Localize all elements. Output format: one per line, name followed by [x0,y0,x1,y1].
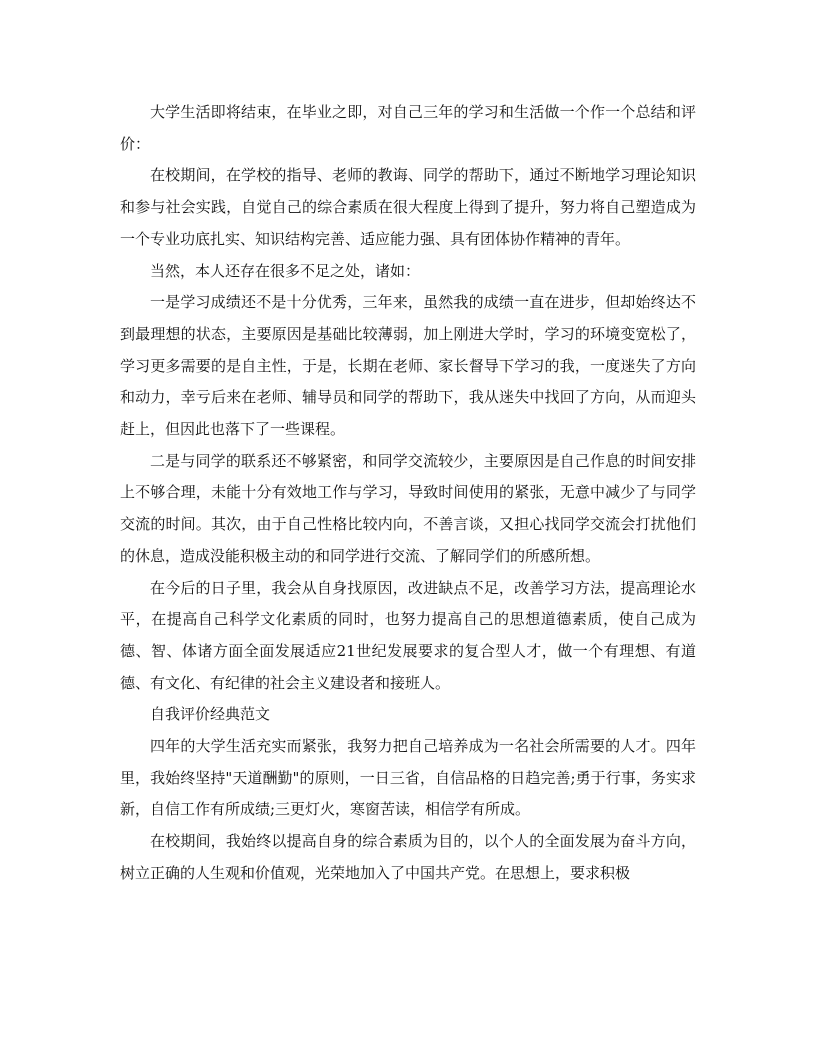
paragraph-school-period: 在校期间，在学校的指导、老师的教诲、同学的帮助下，通过不断地学习理论知识和参与社会实践，自觉自己的综合素质在很大程度上得到了提升，努力将自己塑造成为一个专业功底扎实、知识结构完善、适应能力强、具有团体协作精神的青年。 [120,166,696,248]
paragraph-shortcoming-two: 二是与同学的联系还不够紧密，和同学交流较少，主要原因是自己作息的时间安排上不够合理，未能十分有效地工作与学习，导致时间使用的紧张，无意中减少了与同学交流的时间。其次，由于自己性格比较内向，不善言谈，又担心找同学交流会打扰他们的休息，造成没能积极主动的和同学进行交流、了解同学们的所感所想。 [120,451,696,565]
paragraph-shortcomings-intro: 当然，本人还存在很多不足之处，诸如： [150,261,421,280]
paragraph-school-period-2: 在校期间，我始终以提高自身的综合素质为目的，以个人的全面发展为奋斗方向，树立正确的人生观和价值观，光荣地加入了中国共产党。在思想上，要求积极 [120,832,696,882]
paragraph-future-plans: 在今后的日子里，我会从自身找原因，改进缺点不足，改善学习方法，提高理论水平，在提高自己科学文化素质的同时，也努力提高自己的思想道德素质，使自己成为德、智、体诸方面全面发展适应21世纪发展要求的复合型人才，做一个有理想、有道德、有文化、有纪律的社会主义建设者和接班人。 [120,578,696,692]
paragraph-intro: 大学生活即将结束，在毕业之即，对自己三年的学习和生活做一个作一个总结和评价： [120,103,696,153]
document-body [120,97,696,890]
section-heading: 自我评价经典范文 [150,705,271,724]
paragraph-shortcoming-one: 一是学习成绩还不是十分优秀，三年来，虽然我的成绩一直在进步，但却始终达不到最理想的状态，主要原因是基础比较薄弱，加上刚进大学时，学习的环境变宽松了，学习更多需要的是自主性，于是，长期在老师、家长督导下学习的我，一度迷失了方向和动力，幸亏后来在老师、辅导员和同学的帮助下，我从迷失中找回了方向，从而迎头赶上，但因此也落下了一些课程。 [120,293,696,439]
paragraph-four-years: 四年的大学生活充实而紧张，我努力把自己培养成为一名社会所需要的人才。四年里，我始终坚持"天道酬勤"的原则，一日三省，自信品格的日趋完善;勇于行事，务实求新，自信工作有所成绩;三更灯火，寒窗苦读，相信学有所成。 [120,737,696,819]
